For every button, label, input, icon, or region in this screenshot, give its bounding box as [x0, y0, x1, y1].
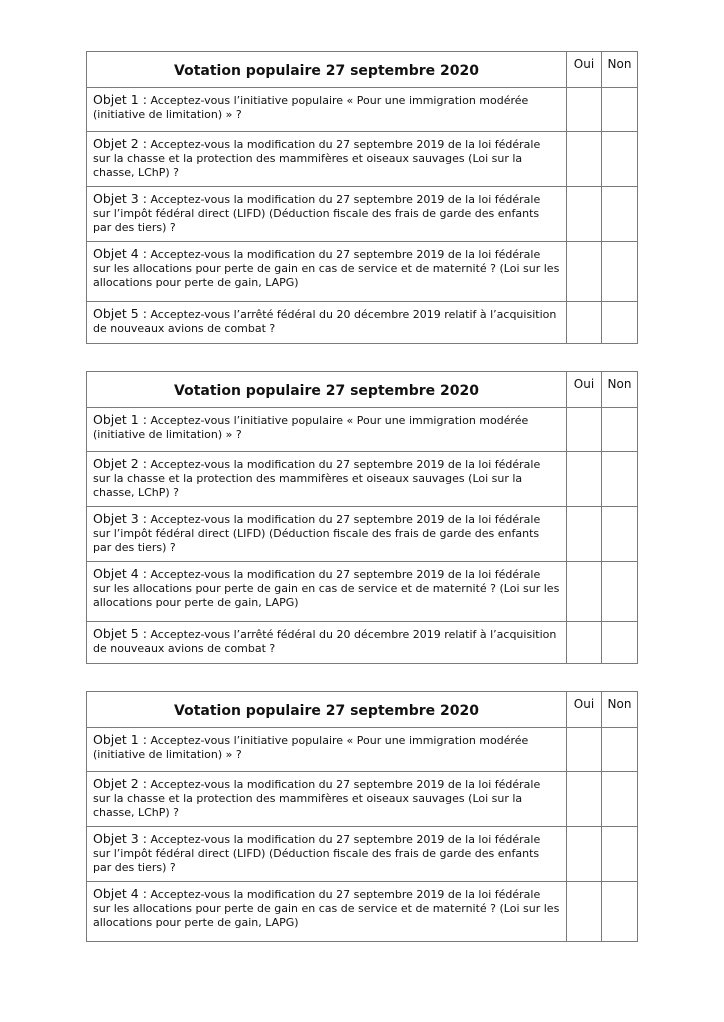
non-checkbox-cell[interactable] — [602, 187, 638, 242]
oui-checkbox-cell[interactable] — [567, 507, 602, 562]
oui-checkbox-cell[interactable] — [567, 302, 602, 344]
item-text: Acceptez-vous la modification du 27 septembre 2019 de la loi fédérale sur les allocations pour perte de gain en cas de service et de maternité ? (Loi sur les allocations pour perte de gain, LAPG) — [93, 888, 560, 929]
oui-checkbox-cell[interactable] — [567, 88, 602, 132]
question-cell — [87, 452, 567, 507]
item-label: Objet 2 : — [93, 136, 147, 151]
question-cell — [87, 187, 567, 242]
oui-checkbox-cell[interactable] — [567, 772, 602, 827]
ballot-item-row — [87, 132, 638, 187]
oui-checkbox-cell[interactable] — [567, 728, 602, 772]
item-label: Objet 3 : — [93, 511, 147, 526]
ballot-item-row — [87, 242, 638, 302]
non-column-header: Non — [602, 52, 638, 88]
ballot-table-3 — [86, 691, 638, 942]
ballot-item-row — [87, 187, 638, 242]
ballot-title: Votation populaire 27 septembre 2020 — [87, 692, 567, 728]
non-checkbox-cell[interactable] — [602, 88, 638, 132]
question-cell — [87, 882, 567, 942]
oui-checkbox-cell[interactable] — [567, 562, 602, 622]
question-cell — [87, 132, 567, 187]
oui-checkbox-cell[interactable] — [567, 187, 602, 242]
ballot-item-row — [87, 507, 638, 562]
ballot-item-row — [87, 88, 638, 132]
ballot-item-row — [87, 562, 638, 622]
non-checkbox-cell[interactable] — [602, 242, 638, 302]
ballot-header-row — [87, 692, 638, 728]
question-cell — [87, 408, 567, 452]
item-text: Acceptez-vous la modification du 27 septembre 2019 de la loi fédérale sur la chasse et la protection des mammifères et oiseaux sauvages (Loi sur la chasse, LChP) ? — [93, 458, 541, 499]
item-label: Objet 2 : — [93, 776, 147, 791]
non-checkbox-cell[interactable] — [602, 772, 638, 827]
oui-checkbox-cell[interactable] — [567, 827, 602, 882]
item-label: Objet 1 : — [93, 732, 147, 747]
question-cell — [87, 562, 567, 622]
non-checkbox-cell[interactable] — [602, 562, 638, 622]
ballot-header-row — [87, 52, 638, 88]
question-cell — [87, 772, 567, 827]
item-text: Acceptez-vous l’arrêté fédéral du 20 décembre 2019 relatif à l’acquisition de nouveaux avions de combat ? — [93, 308, 557, 335]
oui-checkbox-cell[interactable] — [567, 408, 602, 452]
non-checkbox-cell[interactable] — [602, 452, 638, 507]
item-label: Objet 3 : — [93, 831, 147, 846]
ballot-title: Votation populaire 27 septembre 2020 — [87, 52, 567, 88]
non-column-header: Non — [602, 692, 638, 728]
ballot-item-row — [87, 408, 638, 452]
item-text: Acceptez-vous l’initiative populaire « Pour une immigration modérée (initiative de limitation) » ? — [93, 734, 529, 761]
oui-column-header: Oui — [567, 372, 602, 408]
non-checkbox-cell[interactable] — [602, 302, 638, 344]
oui-column-header: Oui — [567, 692, 602, 728]
item-label: Objet 3 : — [93, 191, 147, 206]
non-checkbox-cell[interactable] — [602, 622, 638, 664]
ballot-table-1 — [86, 51, 638, 344]
ballot-item-row — [87, 302, 638, 344]
non-column-header: Non — [602, 372, 638, 408]
non-checkbox-cell[interactable] — [602, 408, 638, 452]
oui-checkbox-cell[interactable] — [567, 132, 602, 187]
item-text: Acceptez-vous la modification du 27 septembre 2019 de la loi fédérale sur l’impôt fédéral direct (LIFD) (Déduction fiscale des frais de garde des enfants par des tiers) ? — [93, 193, 541, 234]
ballot-item-row — [87, 452, 638, 507]
ballot-title: Votation populaire 27 septembre 2020 — [87, 372, 567, 408]
question-cell — [87, 728, 567, 772]
oui-column-header: Oui — [567, 52, 602, 88]
item-text: Acceptez-vous la modification du 27 septembre 2019 de la loi fédérale sur la chasse et la protection des mammifères et oiseaux sauvages (Loi sur la chasse, LChP) ? — [93, 778, 541, 819]
item-text: Acceptez-vous la modification du 27 septembre 2019 de la loi fédérale sur les allocations pour perte de gain en cas de service et de maternité ? (Loi sur les allocations pour perte de gain, LAPG) — [93, 568, 560, 609]
non-checkbox-cell[interactable] — [602, 827, 638, 882]
oui-checkbox-cell[interactable] — [567, 452, 602, 507]
question-cell — [87, 242, 567, 302]
ballot-item-row — [87, 622, 638, 664]
non-checkbox-cell[interactable] — [602, 882, 638, 942]
item-text: Acceptez-vous l’initiative populaire « Pour une immigration modérée (initiative de limitation) » ? — [93, 94, 529, 121]
oui-checkbox-cell[interactable] — [567, 622, 602, 664]
item-label: Objet 5 : — [93, 626, 147, 641]
item-text: Acceptez-vous la modification du 27 septembre 2019 de la loi fédérale sur les allocations pour perte de gain en cas de service et de maternité ? (Loi sur les allocations pour perte de gain, LAPG) — [93, 248, 560, 289]
oui-checkbox-cell[interactable] — [567, 882, 602, 942]
ballot-item-row — [87, 728, 638, 772]
ballot-item-row — [87, 772, 638, 827]
item-label: Objet 4 : — [93, 246, 147, 261]
ballot-item-row — [87, 827, 638, 882]
item-text: Acceptez-vous l’arrêté fédéral du 20 décembre 2019 relatif à l’acquisition de nouveaux avions de combat ? — [93, 628, 557, 655]
question-cell — [87, 88, 567, 132]
non-checkbox-cell[interactable] — [602, 132, 638, 187]
non-checkbox-cell[interactable] — [602, 507, 638, 562]
non-checkbox-cell[interactable] — [602, 728, 638, 772]
item-label: Objet 5 : — [93, 306, 147, 321]
item-label: Objet 2 : — [93, 456, 147, 471]
item-label: Objet 1 : — [93, 412, 147, 427]
item-text: Acceptez-vous la modification du 27 septembre 2019 de la loi fédérale sur l’impôt fédéral direct (LIFD) (Déduction fiscale des frais de garde des enfants par des tiers) ? — [93, 513, 541, 554]
item-label: Objet 1 : — [93, 92, 147, 107]
question-cell — [87, 622, 567, 664]
ballot-header-row — [87, 372, 638, 408]
question-cell — [87, 302, 567, 344]
item-label: Objet 4 : — [93, 566, 147, 581]
item-text: Acceptez-vous l’initiative populaire « Pour une immigration modérée (initiative de limitation) » ? — [93, 414, 529, 441]
ballot-item-row — [87, 882, 638, 942]
oui-checkbox-cell[interactable] — [567, 242, 602, 302]
ballot-table-2 — [86, 371, 638, 664]
item-text: Acceptez-vous la modification du 27 septembre 2019 de la loi fédérale sur la chasse et la protection des mammifères et oiseaux sauvages (Loi sur la chasse, LChP) ? — [93, 138, 541, 179]
item-text: Acceptez-vous la modification du 27 septembre 2019 de la loi fédérale sur l’impôt fédéral direct (LIFD) (Déduction fiscale des frais de garde des enfants par des tiers) ? — [93, 833, 541, 874]
question-cell — [87, 827, 567, 882]
item-label: Objet 4 : — [93, 886, 147, 901]
question-cell — [87, 507, 567, 562]
